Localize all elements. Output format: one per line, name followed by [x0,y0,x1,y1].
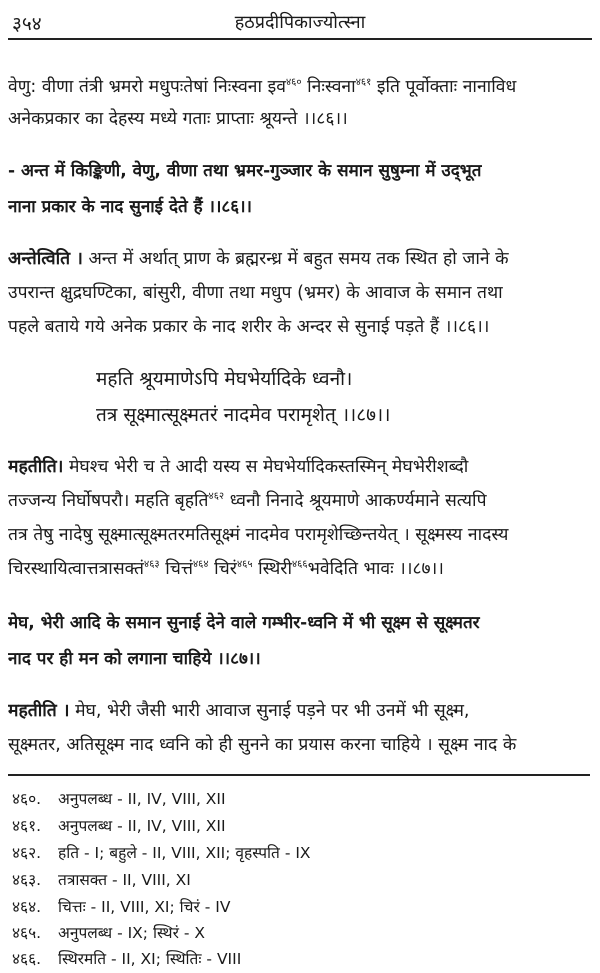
footnote-465: ४६५. अनुपलब्ध - IX; स्थिरं - X [12,924,205,942]
translation-86-line-1: - अन्त में किङ्किणी, वेणु, वीणा तथा भ्रमर-गुञ्जार के समान सुषुम्ना में उद्‌भूत [8,161,482,181]
translation-87-line-2: नाद पर ही मन को लगाना चाहिये ।।८७।। [8,649,261,669]
footnote-ref-460[interactable]: ४६० [285,77,302,89]
translation-87-line-1: मेघ, भेरी आदि के समान सुनाई देने वाले गम्भीर-ध्वनि में भी सूक्ष्म से सूक्ष्मतर [8,613,480,633]
commentary-87-line-2: तज्जन्य निर्घोषपरौ। महति बृहति$^{४६२}$ ध्वनौ निनादे श्रूयमाणे आकर्ण्यमाने सत्यपि [8,491,487,511]
page-number: ३५४ [12,13,42,35]
footnote-ref-462[interactable]: ४६२ [208,491,225,503]
explanation-87-line-1: महतीति । मेघ, भेरी जैसी भारी आवाज सुनाई पड़ने पर भी उनमें भी सूक्ष्म, [8,701,470,721]
footnote-ref-466[interactable]: ४६६ [291,559,308,571]
commentary-87-line-4: चिरस्थायित्वात्तत्रासक्तं$^{४६३}$ चित्तं$^{४६४}$ चिरं$^{४६५}$ स्थिरी$^{४६६}$भवेदिति भावः ।।८७।। [8,559,444,579]
footnote-ref-461[interactable]: ४६१ [355,77,372,89]
footnote-ref-463[interactable]: ४६३ [144,559,160,571]
footnote-divider [8,774,590,776]
footnote-461: ४६१. अनुपलब्ध - II, IV, VIII, XII [12,817,226,835]
lemma: महतीति। [8,457,64,477]
verse-87-line-2: तत्र सूक्ष्मात्सूक्ष्मतरं नादमेव परामृशेत् ।।८७।। [96,404,391,426]
explanation-86-line-3: पहले बताये गये अनेक प्रकार के नाद शरीर के अन्दर से सुनाई पड़ते हैं ।।८६।। [8,317,490,337]
footnote-ref-464[interactable]: ४६४ [192,559,209,571]
lemma: महतीति । [8,701,70,721]
commentary-87-line-3: तत्र तेषु नादेषु सूक्ष्मात्सूक्ष्मतरमतिसूक्ष्मं नादमेव परामृशेच्छिन्तयेत् । सूक्ष्मस्य नादस्य [8,525,509,545]
running-title: हठप्रदीपिकाज्योत्स्ना [234,12,366,33]
translation-86-line-2: नाना प्रकार के नाद सुनाई देते हैं ।।८६।। [8,197,252,217]
footnote-460: ४६०. अनुपलब्ध - II, IV, VIII, XII [12,790,226,808]
commentary-87-line-1: महतीति। मेघश्च भेरी च ते आदी यस्य स मेघभेर्यादिकस्तस्मिन् मेघभेरीशब्दौ [8,457,469,477]
explanation-87-line-2: सूक्ष्मतर, अतिसूक्ष्म नाद ध्वनि को ही सुनने का प्रयास करना चाहिये । सूक्ष्म नाद के [8,735,517,755]
explanation-86-line-2: उपरान्त क्षुद्रघण्टिका, बांसुरी, वीणा तथा मधुप (भ्रमर) के आवाज के समान तथा [8,283,503,303]
verse-87-line-1: महति श्रूयमाणेऽपि मेघभेर्यादिके ध्वनौ। [96,368,353,390]
explanation-86-line-1: अन्तेत्विति । अन्त में अर्थात् प्राण के ब्रह्मरन्ध्र में बहुत समय तक स्थित हो जाने के [8,249,509,269]
footnote-462: ४६२. हति - I; बहुले - II, VIII, XII; वृहस्पति - IX [12,844,311,862]
lemma: अन्तेत्विति । [8,249,83,269]
footnote-463: ४६३. तत्रासक्त - II, VIII, XI [12,871,191,889]
commentary-86-line-1: वेणु: वीणा तंत्री भ्रमरो मधुपःतेषां निःस्वना इव$^{४६०}$ निःस्वना$^{४६१}$ इति पूर्वोक्ताः नानाविध [8,77,517,97]
footnote-464: ४६४. चित्तः - II, VIII, XI; चिरं - IV [12,898,231,916]
commentary-86-line-2: अनेकप्रकार का देहस्य मध्ये गताः प्राप्ताः श्रूयन्ते ।।८६।। [8,109,348,129]
page-header [8,4,592,40]
footnote-ref-465[interactable]: ४६५ [236,559,253,571]
footnote-466: ४६६. स्थिरमति - II, XI; स्थितिः - VIII [12,950,242,968]
